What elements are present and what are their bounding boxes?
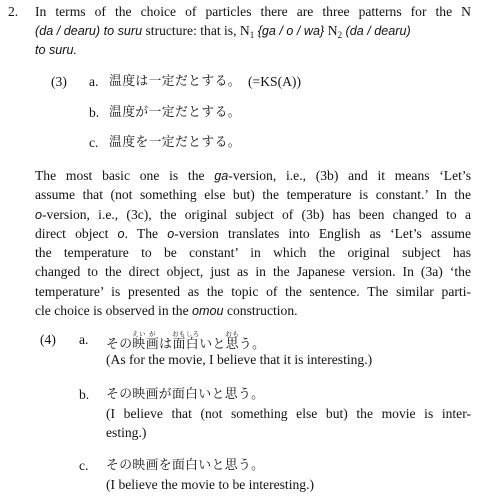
body-line-8: cle choice is observed in the omou construction.: [35, 303, 298, 319]
body-line-5: the temperature to be constant’ in which the original subject has: [35, 245, 471, 261]
intro-line-2: (da / dearu) to suru structure: that is, $N_1$ {ga / o / wa} $N_2$ (da / dearu): [35, 23, 411, 41]
example-3b-japanese: 温度が一定だとする。: [109, 105, 241, 120]
intro-line-3: to suru.: [35, 42, 77, 57]
example-4b-label: b.: [79, 387, 90, 402]
example-4b-translation: (I believe that (not something else but) the movie is inter- esting.): [106, 406, 471, 441]
body-line-3: o-version, i.e., (3c), the original subject of (3b) has been changed to a: [35, 206, 471, 222]
example-4c-label: c.: [79, 458, 89, 473]
example-3b-label: b.: [89, 105, 100, 120]
body-line-4: direct object o. The o-version translates into English as ‘Let’s assume: [35, 225, 471, 241]
example-4a-label: a.: [79, 332, 89, 347]
body-line-2: assume that (not something else but) the temperature is constant.’ In the: [35, 187, 471, 203]
example-4b-japanese: その映画が面白いと思う。: [106, 387, 265, 402]
example-3c-japanese: 温度を一定だとする。: [109, 135, 241, 150]
example-3a-japanese: 温度は一定だとする。: [109, 74, 241, 89]
example-4c-translation: (I believe the movie to be interesting.): [106, 477, 314, 492]
body-paragraph: [35, 166, 471, 320]
example-3a-label: a.: [89, 74, 99, 89]
example-3-number: (3): [51, 74, 67, 89]
intro-line-1: In terms of the choice of particles there are three patterns for the N: [35, 4, 471, 19]
example-4a-japanese: その映えい画がは面白おもしろいと思おもう。: [106, 330, 266, 352]
example-3a-note: (=KS(A)): [248, 74, 301, 89]
example-4c-japanese: その映画を面白いと思う。: [106, 458, 265, 473]
item-intro: [35, 2, 471, 60]
body-line-1: The most basic one is the ga-version, i.e., (3b) and it means ‘Let’s: [35, 168, 471, 183]
body-line-7: temperature’ is presented as the topic of the sentence. The similar parti-: [35, 283, 471, 299]
example-4-number: (4): [40, 332, 56, 347]
example-4a-translation: (As for the movie, I believe that it is interesting.): [106, 352, 373, 367]
example-3c-label: c.: [89, 135, 99, 150]
item-number: 2.: [8, 4, 19, 19]
body-line-6: changed to the direct object, just as in the Japanese version. In (3a) ‘the: [35, 264, 471, 280]
